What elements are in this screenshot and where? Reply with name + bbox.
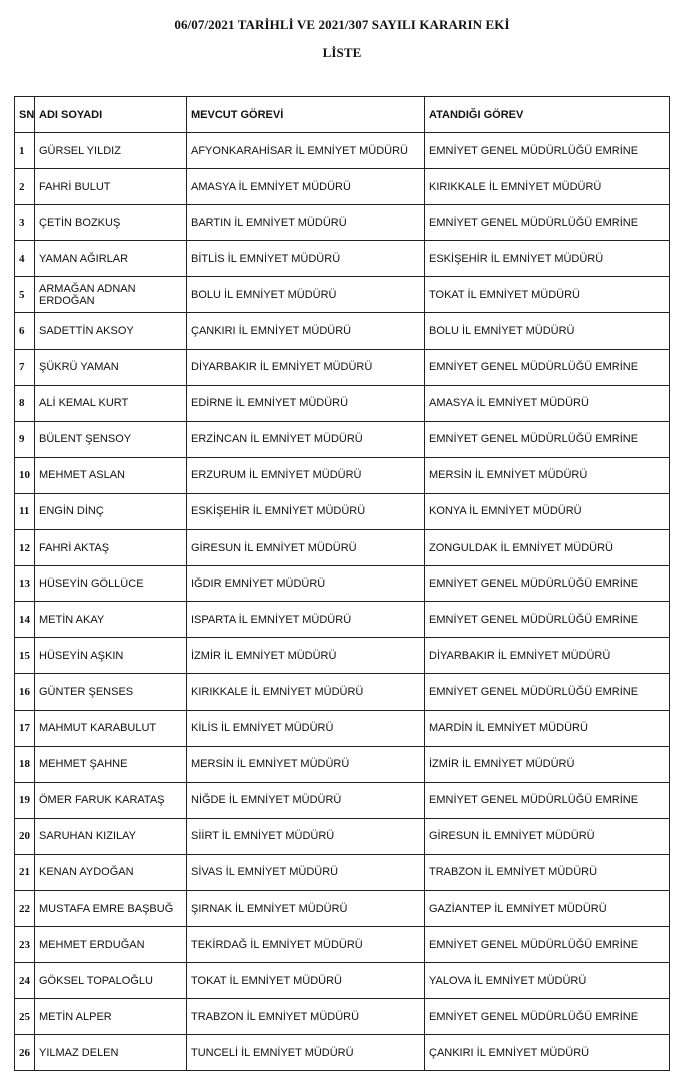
row-sn: 1 [15, 133, 35, 169]
row-sn: 3 [15, 205, 35, 241]
table-row [15, 530, 670, 566]
document-subtitle: LİSTE [322, 45, 362, 60]
row-sn: 8 [15, 385, 35, 421]
row-assigned-position: İZMİR İL EMNİYET MÜDÜRÜ [425, 746, 670, 782]
row-name: GÜRSEL YILDIZ [35, 133, 187, 169]
table-row [15, 421, 670, 457]
row-sn: 15 [15, 638, 35, 674]
table-row [15, 674, 670, 710]
row-sn: 25 [15, 999, 35, 1035]
row-name: BÜLENT ŞENSOY [35, 421, 187, 457]
table-row [15, 890, 670, 926]
row-assigned-position: EMNİYET GENEL MÜDÜRLÜĞÜ EMRİNE [425, 566, 670, 602]
row-name: METİN AKAY [35, 602, 187, 638]
row-assigned-position: EMNİYET GENEL MÜDÜRLÜĞÜ EMRİNE [425, 782, 670, 818]
document-title: 06/07/2021 TARİHLİ VE 2021/307 SAYILI KARARIN EKİ [174, 17, 510, 32]
row-name: METİN ALPER [35, 999, 187, 1035]
table-row [15, 1035, 670, 1071]
row-assigned-position: ÇANKIRI İL EMNİYET MÜDÜRÜ [425, 1035, 670, 1071]
row-name: YAMAN AĞIRLAR [35, 241, 187, 277]
row-sn: 6 [15, 313, 35, 349]
row-sn: 24 [15, 963, 35, 999]
row-assigned-position: EMNİYET GENEL MÜDÜRLÜĞÜ EMRİNE [425, 133, 670, 169]
row-name: SARUHAN KIZILAY [35, 818, 187, 854]
row-current-position: TOKAT İL EMNİYET MÜDÜRÜ [187, 963, 425, 999]
row-assigned-position: GİRESUN İL EMNİYET MÜDÜRÜ [425, 818, 670, 854]
row-name: MEHMET ERDUĞAN [35, 927, 187, 963]
table-row [15, 746, 670, 782]
row-current-position: NİĞDE İL EMNİYET MÜDÜRÜ [187, 782, 425, 818]
table-row [15, 277, 670, 313]
row-current-position: TEKİRDAĞ İL EMNİYET MÜDÜRÜ [187, 927, 425, 963]
row-current-position: GİRESUN İL EMNİYET MÜDÜRÜ [187, 530, 425, 566]
table-body [15, 133, 670, 1071]
table-row [15, 782, 670, 818]
row-assigned-position: TOKAT İL EMNİYET MÜDÜRÜ [425, 277, 670, 313]
row-current-position: AMASYA İL EMNİYET MÜDÜRÜ [187, 169, 425, 205]
row-sn: 20 [15, 818, 35, 854]
table-row [15, 963, 670, 999]
row-assigned-position: MARDİN İL EMNİYET MÜDÜRÜ [425, 710, 670, 746]
row-name: YILMAZ DELEN [35, 1035, 187, 1071]
header-assigned-position: ATANDIĞI GÖREV [425, 97, 670, 133]
header-current-position: MEVCUT GÖREVİ [187, 97, 425, 133]
row-assigned-position: DİYARBAKIR İL EMNİYET MÜDÜRÜ [425, 638, 670, 674]
table-row [15, 854, 670, 890]
row-name: MAHMUT KARABULUT [35, 710, 187, 746]
row-sn: 10 [15, 457, 35, 493]
row-assigned-position: GAZİANTEP İL EMNİYET MÜDÜRÜ [425, 890, 670, 926]
row-name: GÖKSEL TOPALOĞLU [35, 963, 187, 999]
table-row [15, 999, 670, 1035]
row-sn: 7 [15, 349, 35, 385]
table-row [15, 927, 670, 963]
row-sn: 14 [15, 602, 35, 638]
row-sn: 22 [15, 890, 35, 926]
row-assigned-position: KIRIKKALE İL EMNİYET MÜDÜRÜ [425, 169, 670, 205]
row-assigned-position: EMNİYET GENEL MÜDÜRLÜĞÜ EMRİNE [425, 205, 670, 241]
appointment-table [14, 96, 670, 1071]
row-sn: 23 [15, 927, 35, 963]
table-row [15, 457, 670, 493]
row-sn: 9 [15, 421, 35, 457]
row-assigned-position: MERSİN İL EMNİYET MÜDÜRÜ [425, 457, 670, 493]
row-current-position: ISPARTA İL EMNİYET MÜDÜRÜ [187, 602, 425, 638]
row-assigned-position: YALOVA İL EMNİYET MÜDÜRÜ [425, 963, 670, 999]
row-current-position: EDİRNE İL EMNİYET MÜDÜRÜ [187, 385, 425, 421]
row-current-position: SİİRT İL EMNİYET MÜDÜRÜ [187, 818, 425, 854]
row-sn: 26 [15, 1035, 35, 1071]
row-assigned-position: EMNİYET GENEL MÜDÜRLÜĞÜ EMRİNE [425, 674, 670, 710]
row-current-position: BOLU İL EMNİYET MÜDÜRÜ [187, 277, 425, 313]
row-current-position: BARTIN İL EMNİYET MÜDÜRÜ [187, 205, 425, 241]
row-current-position: ÇANKIRI İL EMNİYET MÜDÜRÜ [187, 313, 425, 349]
row-assigned-position: EMNİYET GENEL MÜDÜRLÜĞÜ EMRİNE [425, 927, 670, 963]
row-name: ARMAĞAN ADNAN ERDOĞAN [35, 277, 187, 313]
row-name: ENGİN DİNÇ [35, 493, 187, 529]
row-assigned-position: EMNİYET GENEL MÜDÜRLÜĞÜ EMRİNE [425, 349, 670, 385]
row-sn: 21 [15, 854, 35, 890]
row-current-position: ERZURUM İL EMNİYET MÜDÜRÜ [187, 457, 425, 493]
table-row [15, 602, 670, 638]
row-name: MEHMET ASLAN [35, 457, 187, 493]
row-name: HÜSEYİN GÖLLÜCE [35, 566, 187, 602]
row-assigned-position: BOLU İL EMNİYET MÜDÜRÜ [425, 313, 670, 349]
row-name: SADETTİN AKSOY [35, 313, 187, 349]
row-sn: 13 [15, 566, 35, 602]
row-sn: 16 [15, 674, 35, 710]
table-row [15, 349, 670, 385]
table-row [15, 205, 670, 241]
table-row [15, 169, 670, 205]
row-current-position: BİTLİS İL EMNİYET MÜDÜRÜ [187, 241, 425, 277]
table-row [15, 818, 670, 854]
row-name: ÇETİN BOZKUŞ [35, 205, 187, 241]
row-name: FAHRİ BULUT [35, 169, 187, 205]
row-current-position: SİVAS İL EMNİYET MÜDÜRÜ [187, 854, 425, 890]
row-name: KENAN AYDOĞAN [35, 854, 187, 890]
row-assigned-position: EMNİYET GENEL MÜDÜRLÜĞÜ EMRİNE [425, 602, 670, 638]
row-sn: 11 [15, 493, 35, 529]
table-row [15, 493, 670, 529]
row-current-position: MERSİN İL EMNİYET MÜDÜRÜ [187, 746, 425, 782]
row-sn: 12 [15, 530, 35, 566]
row-current-position: ESKİŞEHİR İL EMNİYET MÜDÜRÜ [187, 493, 425, 529]
row-sn: 5 [15, 277, 35, 313]
table-row [15, 638, 670, 674]
table-row [15, 566, 670, 602]
row-current-position: IĞDIR EMNİYET MÜDÜRÜ [187, 566, 425, 602]
header-sn: SN [15, 97, 35, 133]
row-current-position: DİYARBAKIR İL EMNİYET MÜDÜRÜ [187, 349, 425, 385]
row-current-position: ŞIRNAK İL EMNİYET MÜDÜRÜ [187, 890, 425, 926]
table-row [15, 133, 670, 169]
row-name: ÖMER FARUK KARATAŞ [35, 782, 187, 818]
row-assigned-position: ZONGULDAK İL EMNİYET MÜDÜRÜ [425, 530, 670, 566]
table-row [15, 710, 670, 746]
row-name: ŞÜKRÜ YAMAN [35, 349, 187, 385]
row-name: HÜSEYİN AŞKIN [35, 638, 187, 674]
row-current-position: AFYONKARAHİSAR İL EMNİYET MÜDÜRÜ [187, 133, 425, 169]
row-name: ALİ KEMAL KURT [35, 385, 187, 421]
row-assigned-position: EMNİYET GENEL MÜDÜRLÜĞÜ EMRİNE [425, 999, 670, 1035]
row-sn: 4 [15, 241, 35, 277]
row-assigned-position: ESKİŞEHİR İL EMNİYET MÜDÜRÜ [425, 241, 670, 277]
row-assigned-position: AMASYA İL EMNİYET MÜDÜRÜ [425, 385, 670, 421]
row-current-position: İZMİR İL EMNİYET MÜDÜRÜ [187, 638, 425, 674]
row-assigned-position: TRABZON İL EMNİYET MÜDÜRÜ [425, 854, 670, 890]
row-sn: 17 [15, 710, 35, 746]
row-sn: 19 [15, 782, 35, 818]
table-header-row [15, 97, 670, 133]
row-name: GÜNTER ŞENSES [35, 674, 187, 710]
row-current-position: KİLİS İL EMNİYET MÜDÜRÜ [187, 710, 425, 746]
row-name: MEHMET ŞAHNE [35, 746, 187, 782]
header-name: ADI SOYADI [35, 97, 187, 133]
table-row [15, 241, 670, 277]
row-current-position: TUNCELİ İL EMNİYET MÜDÜRÜ [187, 1035, 425, 1071]
table-row [15, 313, 670, 349]
row-sn: 2 [15, 169, 35, 205]
row-sn: 18 [15, 746, 35, 782]
row-name: MUSTAFA EMRE BAŞBUĞ [35, 890, 187, 926]
table-row [15, 385, 670, 421]
row-assigned-position: KONYA İL EMNİYET MÜDÜRÜ [425, 493, 670, 529]
row-name: FAHRİ AKTAŞ [35, 530, 187, 566]
row-current-position: KIRIKKALE İL EMNİYET MÜDÜRÜ [187, 674, 425, 710]
row-assigned-position: EMNİYET GENEL MÜDÜRLÜĞÜ EMRİNE [425, 421, 670, 457]
row-current-position: TRABZON İL EMNİYET MÜDÜRÜ [187, 999, 425, 1035]
row-current-position: ERZİNCAN İL EMNİYET MÜDÜRÜ [187, 421, 425, 457]
